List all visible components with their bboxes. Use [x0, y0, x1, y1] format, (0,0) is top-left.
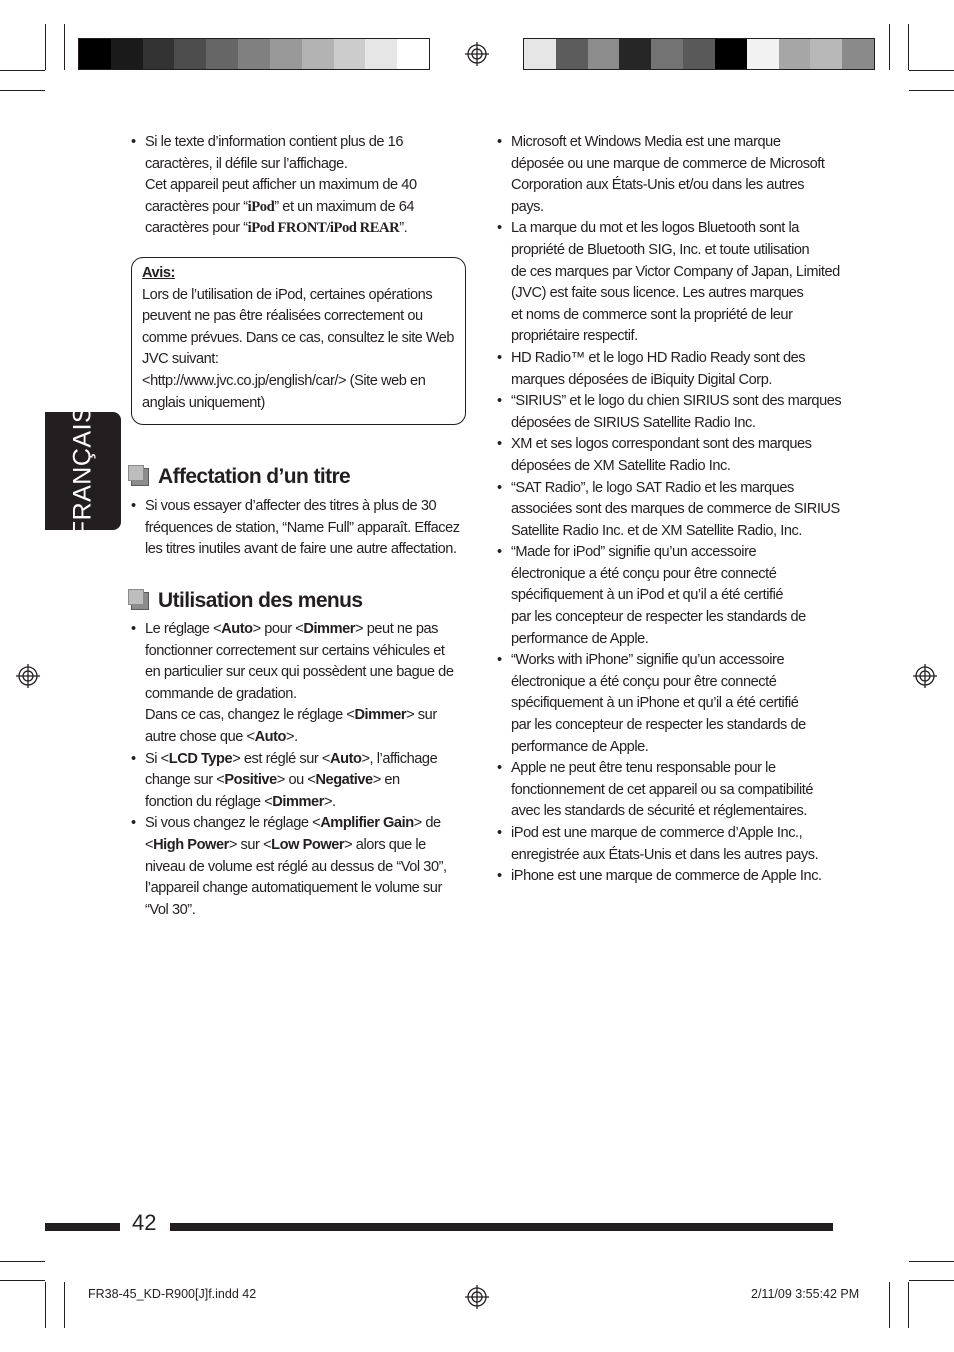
crop-mark — [45, 1282, 46, 1328]
section-title: Utilisation des menus — [158, 589, 363, 612]
list-item — [497, 650, 842, 758]
section-heading — [131, 586, 362, 616]
color-swatch — [174, 39, 206, 69]
text-line: en particulier sur ceux qui possèdent une bague de — [145, 664, 454, 681]
text-line: déposées de XM Satellite Radio Inc. — [511, 457, 731, 474]
color-calibration-bar-left — [78, 38, 430, 70]
crop-mark — [908, 24, 909, 70]
text-line: Lors de l’utilisation de iPod, certaines opérations — [142, 286, 433, 303]
text-line: propriétaire respectif. — [511, 328, 638, 345]
color-swatch — [397, 39, 429, 69]
text-line: enregistrée aux États-Unis et dans les autres pays. — [511, 846, 819, 863]
text-line: performance de Apple. — [511, 630, 649, 647]
crop-mark — [909, 1280, 954, 1281]
crop-mark — [0, 1261, 45, 1262]
text-line: pays. — [511, 198, 544, 215]
crop-mark — [908, 1282, 909, 1328]
crop-mark — [0, 90, 45, 91]
section-body — [131, 496, 476, 561]
list-item — [131, 749, 476, 814]
text-line: change sur <Positive> ou <Negative> en — [145, 772, 400, 789]
text-line: anglais uniquement) — [142, 394, 265, 411]
crop-mark — [45, 24, 46, 70]
color-swatch — [588, 39, 620, 69]
text-line: Dans ce cas, changez le réglage <Dimmer> sur — [145, 707, 437, 724]
color-swatch — [334, 39, 366, 69]
text-line: • Apple ne peut être tenu responsable pour le — [511, 760, 776, 777]
list-item — [497, 758, 842, 823]
color-swatch — [683, 39, 715, 69]
color-swatch — [79, 39, 111, 69]
text-line: autre chose que <Auto>. — [145, 728, 298, 745]
crop-mark — [889, 1282, 890, 1328]
color-swatch — [779, 39, 811, 69]
text-line: les titres inutiles avant de faire une autre affectation. — [145, 541, 457, 558]
color-swatch — [111, 39, 143, 69]
text-line: niveau de volume est réglé au dessus de “Vol 30”, — [145, 858, 447, 875]
registration-mark-icon — [465, 1285, 489, 1309]
section-square-icon — [131, 468, 149, 486]
color-swatch — [238, 39, 270, 69]
section-title: Affectation d’un titre — [158, 465, 351, 488]
text-line: • “SIRIUS” et le logo du chien SIRIUS sont des marques — [511, 393, 842, 410]
text-line: • Le réglage <Auto> pour <Dimmer> peut ne pas — [145, 621, 439, 637]
registration-mark-icon — [16, 664, 40, 688]
text-line: déposées de SIRIUS Satellite Radio Inc. — [511, 414, 756, 431]
text-line: (JVC) est faite sous licence. Les autres marques — [511, 285, 804, 302]
text-line: JVC suivant: — [142, 351, 219, 368]
text-line: • iPod est une marque de commerce d’Apple Inc., — [511, 825, 803, 841]
list-item — [497, 866, 842, 888]
color-swatch — [143, 39, 175, 69]
list-item — [497, 132, 842, 218]
color-swatch — [810, 39, 842, 69]
text-line: déposée ou une marque de commerce de Microsoft — [511, 155, 825, 172]
text-line: fonctionnement de cet appareil ou sa compatibilité — [511, 781, 814, 798]
text-line: • HD Radio™ et le logo HD Radio Ready sont des — [511, 349, 806, 366]
list-item — [131, 496, 476, 561]
text-line: “Vol 30”. — [145, 901, 196, 918]
text-line: par les concepteur de respecter les standards de — [511, 609, 806, 626]
crop-mark — [0, 70, 45, 71]
text-line: performance de Apple. — [511, 738, 649, 755]
text-line: <High Power> sur <Low Power> alors que le — [145, 836, 426, 853]
section-square-icon — [131, 592, 149, 610]
crop-mark — [64, 24, 65, 70]
color-swatch — [556, 39, 588, 69]
text-line: peuvent ne pas être réalisées correctement ou — [142, 308, 423, 325]
section-heading — [131, 462, 350, 492]
text-line: caractères pour “iPod FRONT/iPod REAR”. — [145, 220, 408, 237]
text-line: Satellite Radio Inc. et de XM Satellite Radio, Inc. — [511, 522, 802, 539]
list-item — [131, 132, 476, 240]
text-line: propriété de Bluetooth SIG, Inc. et toute utilisation — [511, 241, 810, 258]
crop-mark — [64, 1282, 65, 1328]
color-swatch — [270, 39, 302, 69]
text-line: commande de gradation. — [145, 685, 297, 702]
left-intro-bullets — [131, 132, 476, 240]
text-line: • Si le texte d’information contient plus de 16 — [145, 134, 404, 150]
text-line: fréquences de station, “Name Full” apparaît. Effacez — [145, 519, 460, 536]
text-line: électronique a été conçu pour être connecté — [511, 565, 777, 582]
color-calibration-bar-right — [523, 38, 875, 70]
list-item — [497, 218, 842, 348]
notice-box — [131, 257, 466, 425]
text-line: fonction du réglage <Dimmer>. — [145, 793, 336, 810]
section-body — [131, 619, 476, 921]
text-line: • “SAT Radio”, le logo SAT Radio et les marques — [511, 479, 794, 496]
color-swatch — [302, 39, 334, 69]
text-line: caractères pour “iPod” et un maximum de 64 — [145, 198, 415, 215]
text-line: fonctionner correctement sur certains véhicules et — [145, 642, 445, 659]
text-line: Cet appareil peut afficher un maximum de 40 — [145, 177, 417, 194]
ipod-front-rear-term: iPod FRONT/iPod REAR — [247, 220, 400, 237]
color-swatch — [365, 39, 397, 69]
crop-mark — [889, 24, 890, 70]
list-item — [497, 478, 842, 543]
registration-mark-icon — [465, 42, 489, 66]
notice-title: Avis: — [142, 265, 175, 281]
trademark-notices — [497, 132, 842, 888]
ipod-term: iPod — [247, 198, 275, 215]
list-item — [131, 813, 476, 921]
list-item — [131, 619, 476, 749]
text-line: • XM et ses logos correspondant sont des marques — [511, 436, 812, 453]
color-swatch — [651, 39, 683, 69]
text-line: marques déposées de iBiquity Digital Corp. — [511, 371, 772, 388]
text-line: par les concepteur de respecter les standards de — [511, 717, 806, 734]
text-line: de ces marques par Victor Company of Japan, Limited — [511, 263, 840, 280]
page-rule-right — [170, 1223, 833, 1231]
text-line: • Si <LCD Type> est réglé sur <Auto>, l’affichage — [145, 750, 438, 767]
crop-mark — [909, 90, 954, 91]
list-item — [497, 348, 842, 391]
footer-filename: FR38-45_KD-R900[J]f.indd 42 — [88, 1287, 257, 1301]
text-line: spécifiquement à un iPod et qu’il a été certifié — [511, 587, 784, 604]
text-line: • Si vous essayer d’affecter des titres à plus de 30 — [145, 498, 437, 514]
page-number: 42 — [132, 1210, 157, 1235]
color-swatch — [524, 39, 556, 69]
text-line: <http://www.jvc.co.jp/english/car/> (Site web en — [142, 372, 426, 389]
text-line: et noms de commerce sont la propriété de leur — [511, 306, 793, 323]
color-swatch — [747, 39, 779, 69]
text-line: • La marque du mot et les logos Bluetooth sont la — [511, 220, 799, 237]
list-item — [497, 542, 842, 650]
crop-mark — [909, 1261, 954, 1262]
list-item — [497, 391, 842, 434]
text-line: comme prévues. Dans ce cas, consultez le site Web — [142, 329, 454, 346]
text-line: • “Works with iPhone” signifie qu’un accessoire — [511, 652, 785, 669]
color-swatch — [619, 39, 651, 69]
text-line: l’appareil change automatiquement le volume sur — [145, 880, 442, 897]
list-item — [497, 434, 842, 477]
text-line: avec les standards de sécurité et réglementaires. — [511, 803, 807, 820]
footer-date: 2/11/09 3:55:42 PM — [751, 1287, 860, 1301]
color-swatch — [715, 39, 747, 69]
registration-mark-icon — [913, 664, 937, 688]
page-rule-left — [45, 1223, 120, 1231]
text-line: • Microsoft et Windows Media est une marque — [511, 134, 781, 150]
text-line: • Si vous changez le réglage <Amplifier Gain> de — [145, 815, 441, 832]
color-swatch — [206, 39, 238, 69]
text-line: Corporation aux États-Unis et/ou dans les autres — [511, 177, 805, 194]
text-line: spécifiquement à un iPhone et qu’il a été certifié — [511, 695, 799, 712]
text-line: électronique a été conçu pour être connecté — [511, 673, 777, 690]
text-line: associées sont des marques de commerce de SIRIUS — [511, 501, 840, 518]
text-line: • iPhone est une marque de commerce de Apple Inc. — [511, 868, 822, 885]
language-tab-label: FRANÇAIS — [68, 405, 97, 537]
crop-mark — [0, 1280, 45, 1281]
list-item — [497, 823, 842, 866]
crop-mark — [909, 70, 954, 71]
text-line: caractères, il défile sur l’affichage. — [145, 155, 348, 172]
color-swatch — [842, 39, 874, 69]
text-line: • “Made for iPod” signifie qu’un accessoire — [511, 544, 757, 561]
